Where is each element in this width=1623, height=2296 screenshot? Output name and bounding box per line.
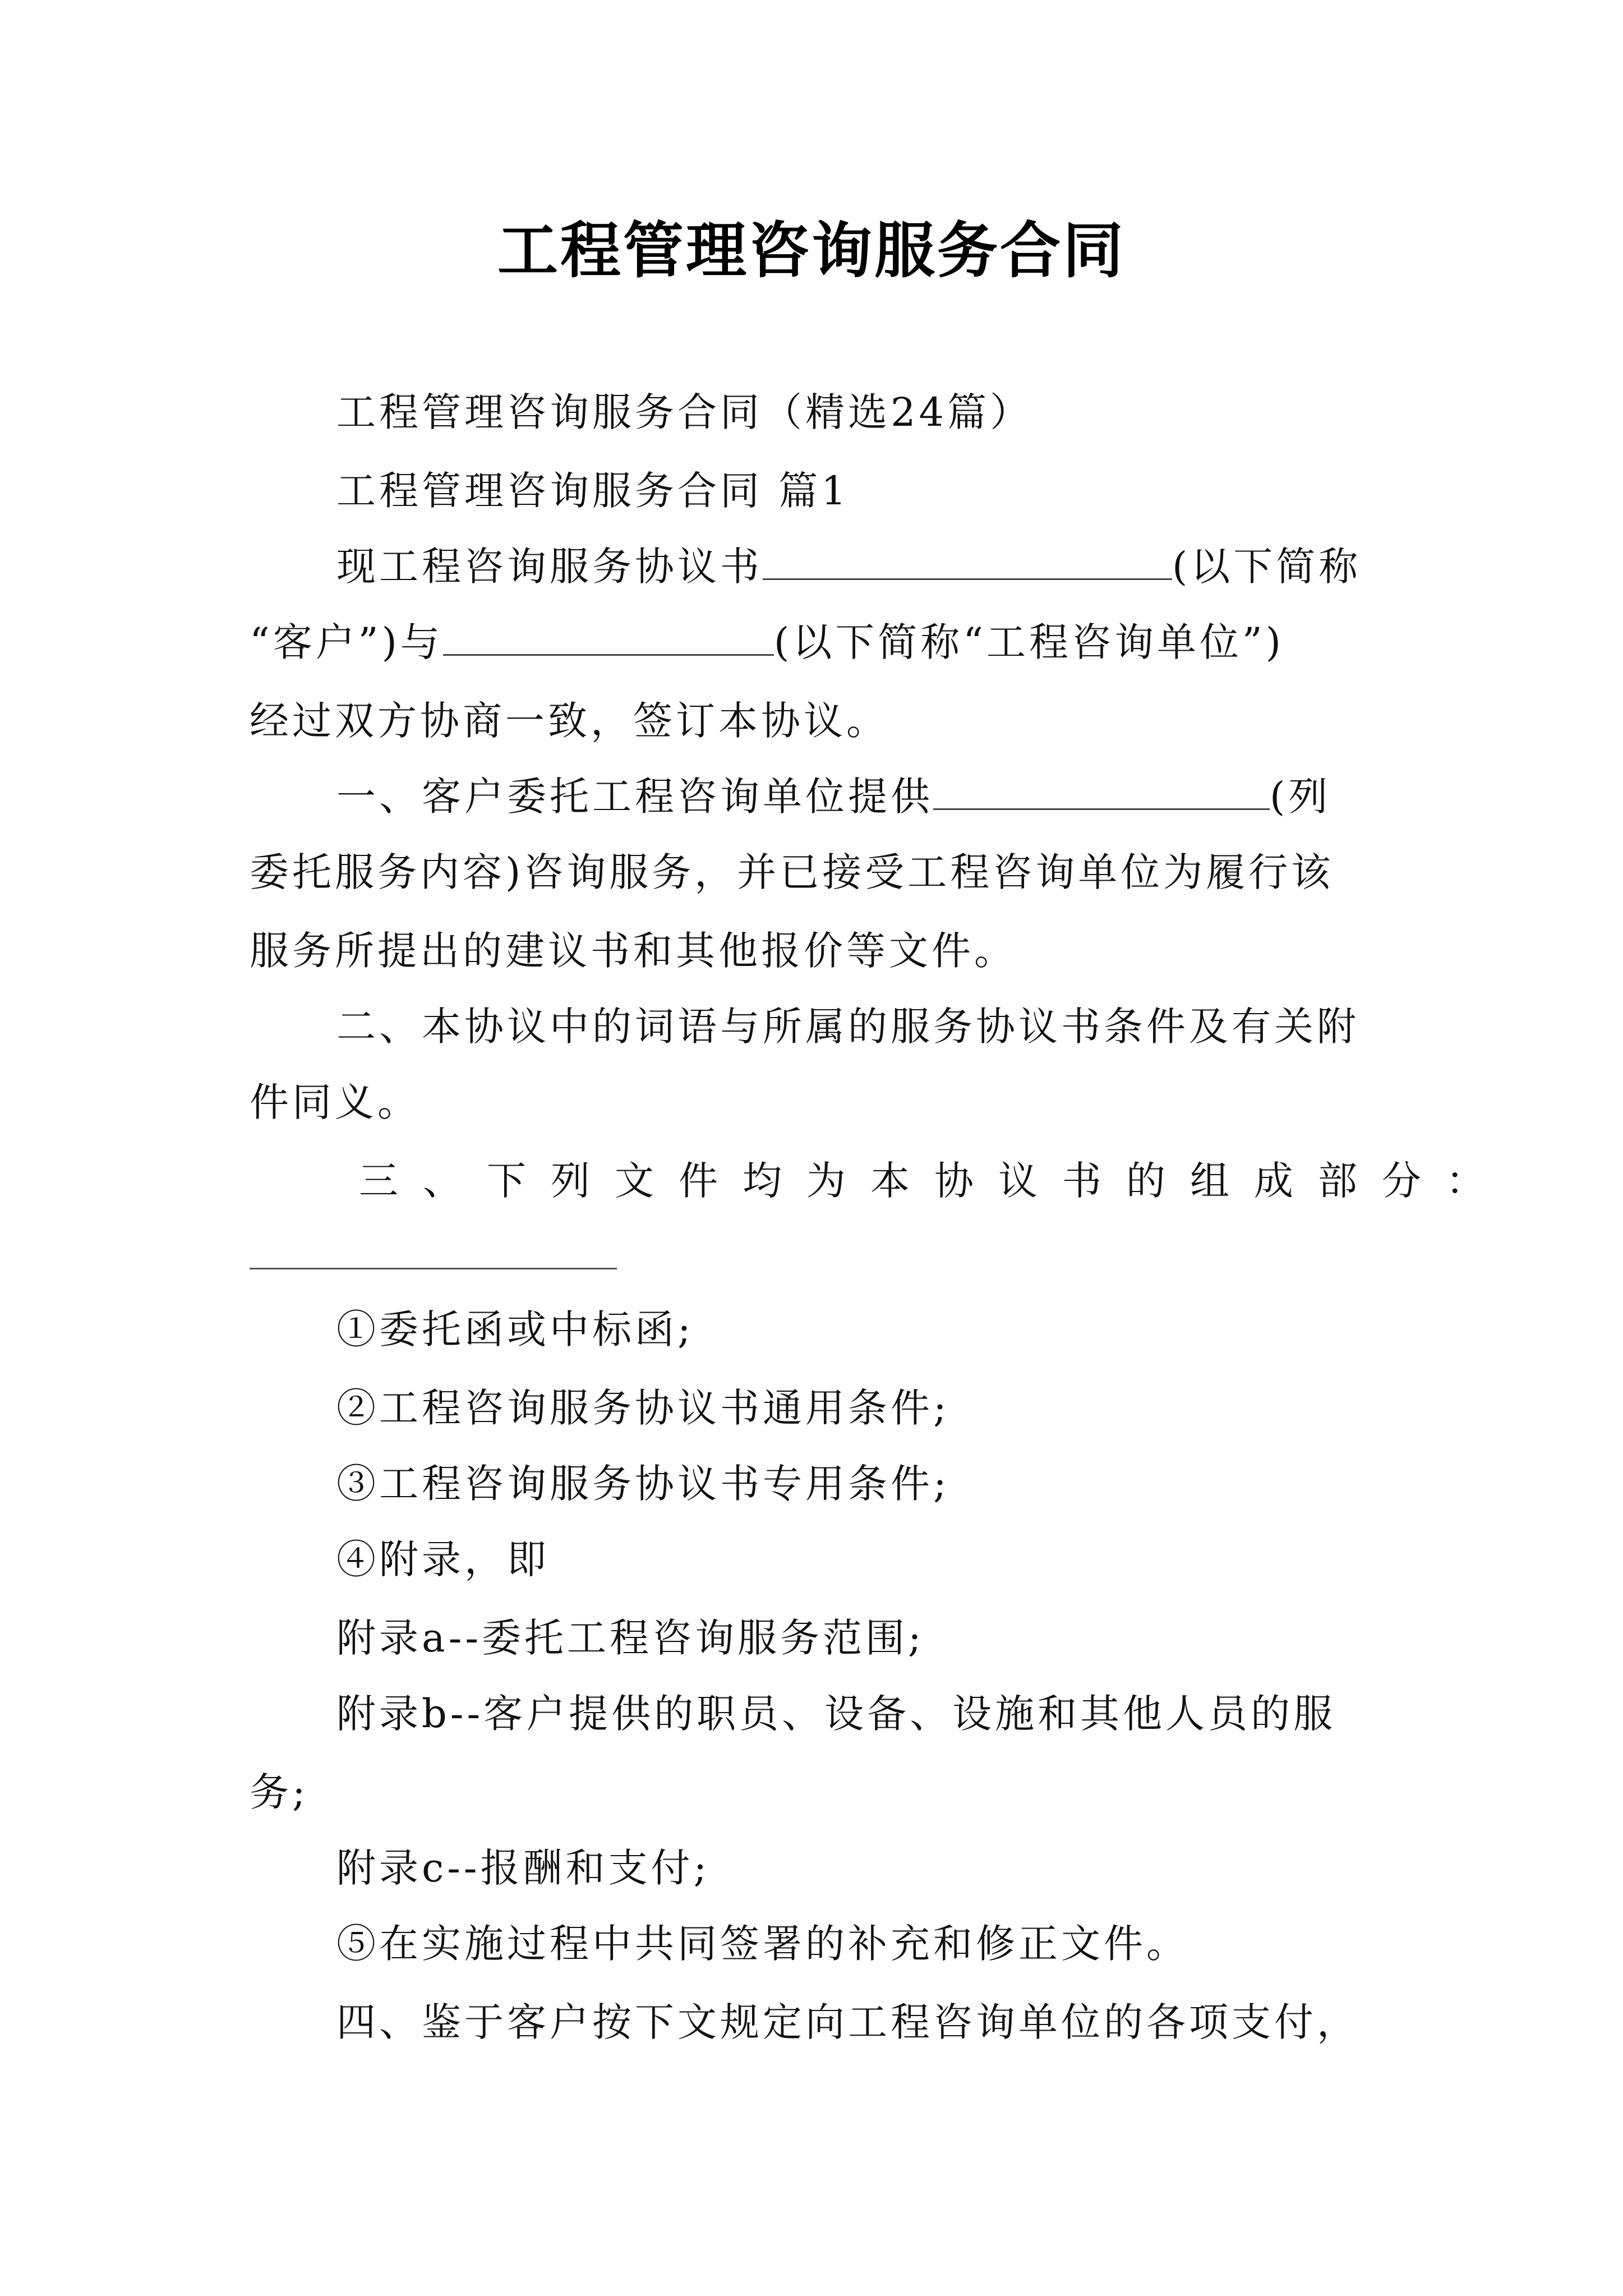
list-item: 附录a--委托工程咨询服务范围; <box>336 1615 925 1661</box>
blank-underline <box>250 1268 617 1269</box>
subtitle: 工程管理咨询服务合同（精选24篇） <box>336 389 1033 435</box>
list-item: ⑤在实施过程中共同签署的补充和修正文件。 <box>336 1921 1189 1967</box>
fill-blank <box>443 617 774 656</box>
paragraph-line <box>336 771 1481 822</box>
paragraph-line: 委托服务内容)咨询服务，并已接受工程咨询单位为履行该 <box>250 849 1334 895</box>
list-item: 附录c--报酬和支付; <box>336 1845 711 1891</box>
list-item: ②工程咨询服务协议书通用条件; <box>336 1385 950 1431</box>
text-span: 一、客户委托工程咨询单位提供 <box>336 774 933 820</box>
paragraph-line <box>336 541 1481 592</box>
text-span: (以下简称“工程咨询单位”) <box>773 619 1285 665</box>
list-item: 务; <box>250 1769 309 1815</box>
list-item: 附录b--客户提供的职员、设备、设施和其他人员的服 <box>336 1691 1336 1737</box>
text-span: “客户”)与 <box>250 619 443 665</box>
paragraph-line: 四、鉴于客户按下文规定向工程咨询单位的各项支付， <box>336 1999 1359 2045</box>
fill-blank <box>763 541 1172 580</box>
text-span: (以下简称 <box>1172 544 1362 590</box>
text-span: 现工程咨询服务协议书 <box>336 544 763 590</box>
document-title: 工程管理咨询服务合同 <box>497 216 1126 286</box>
list-item: ③工程咨询服务协议书专用条件; <box>336 1461 950 1507</box>
paragraph-line: 经过双方协商一致，签订本协议。 <box>250 698 889 744</box>
list-item: ①委托函或中标函; <box>336 1306 694 1352</box>
list-item: ④附录，即 <box>336 1536 550 1582</box>
fill-blank <box>933 771 1270 810</box>
section-heading: 工程管理咨询服务合同 篇1 <box>336 468 850 514</box>
paragraph-line: 三、下列文件均为本协议书的组成部分： <box>359 1158 1510 1204</box>
paragraph-line <box>250 617 1394 668</box>
paragraph-line: 服务所提出的建议书和其他报价等文件。 <box>250 928 1017 974</box>
paragraph-line: 件同义。 <box>250 1079 420 1125</box>
text-span: (列 <box>1270 774 1331 820</box>
paragraph-line: 二、本协议中的词语与所属的服务协议书条件及有关附 <box>336 1004 1359 1050</box>
